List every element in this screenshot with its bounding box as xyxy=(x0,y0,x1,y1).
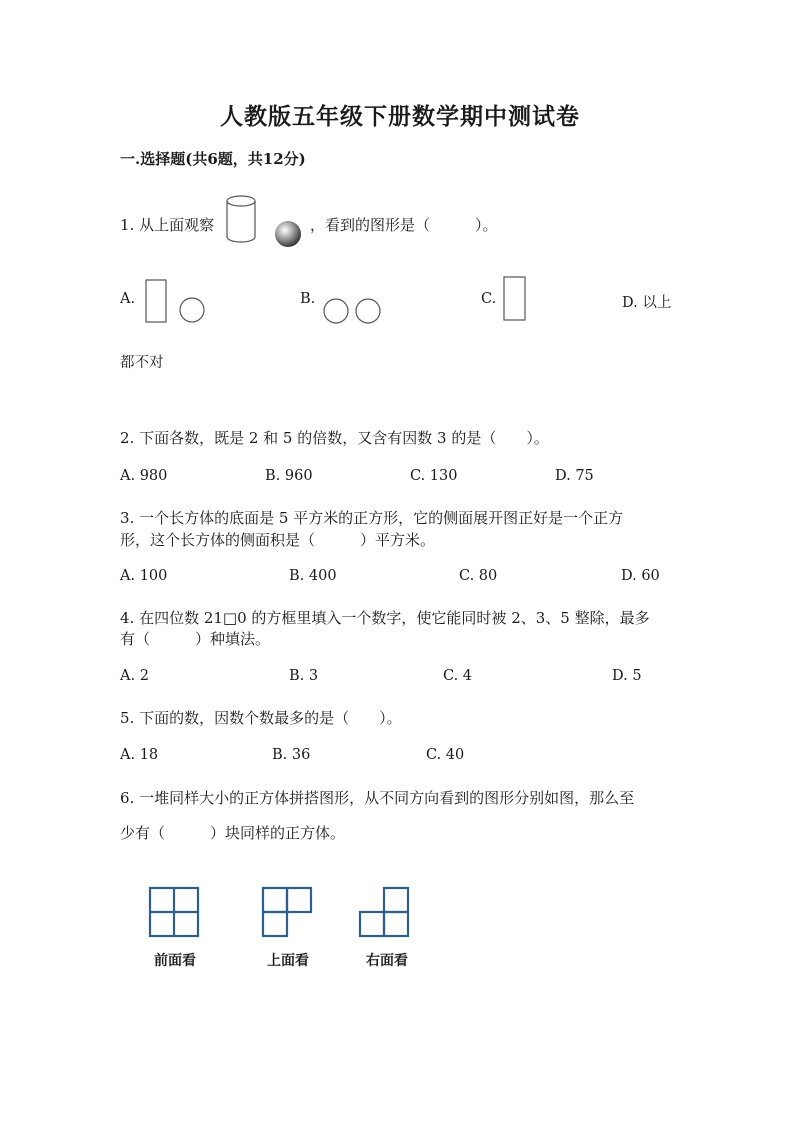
q1-option-d[interactable]: D. 以上 xyxy=(622,295,672,311)
q4-text-line2: 有（ ）种填法。 xyxy=(120,630,271,648)
q2-option-a[interactable]: A. 980 xyxy=(120,468,168,484)
q3-option-b[interactable]: B. 400 xyxy=(289,568,337,584)
cylinder-figure xyxy=(224,192,258,246)
q3-option-c[interactable]: C. 80 xyxy=(459,568,498,584)
q1-option-b-figure xyxy=(322,297,384,325)
q1-option-d-continued: 都不对 xyxy=(120,355,164,371)
sphere-figure xyxy=(274,220,302,248)
rectangle-shape xyxy=(504,277,525,320)
q2-option-d[interactable]: D. 75 xyxy=(555,468,594,484)
top-view-label: 上面看 xyxy=(267,953,309,969)
section-heading: 一.选择题(共6题，共12分) xyxy=(120,150,306,168)
q1-option-b[interactable]: B. xyxy=(300,291,316,307)
q2-option-b[interactable]: B. 960 xyxy=(265,468,313,484)
page-title: 人教版五年级下册数学期中测试卷 xyxy=(220,103,580,130)
rectangle-shape xyxy=(146,280,166,322)
q3-option-d[interactable]: D. 60 xyxy=(621,568,660,584)
q5-option-a[interactable]: A. 18 xyxy=(120,747,159,763)
q3-text-line1: 3. 一个长方体的底面是 5 平方米的正方形，它的侧面展开图正好是一个正方 xyxy=(120,509,624,527)
circle-shape xyxy=(324,299,348,323)
q4-option-d[interactable]: D. 5 xyxy=(612,668,642,684)
q2-text: 2. 下面各数，既是 2 和 5 的倍数，又含有因数 3 的是（ ）。 xyxy=(120,429,549,447)
front-view-label: 前面看 xyxy=(154,953,196,969)
q3-text-line2: 形，这个长方体的侧面积是（ ）平方米。 xyxy=(120,531,436,549)
top-view-figure xyxy=(262,887,314,939)
q1-option-a-figure xyxy=(145,279,225,325)
circle-shape xyxy=(180,298,204,322)
q4-option-a[interactable]: A. 2 xyxy=(120,668,149,684)
q1-option-c-figure xyxy=(503,276,527,322)
q1-option-a[interactable]: A. xyxy=(120,291,136,307)
q1-option-c[interactable]: C. xyxy=(481,291,497,307)
right-view-label: 右面看 xyxy=(366,953,408,969)
q4-text-line1: 4. 在四位数 21□0 的方框里填入一个数字，使它能同时被 2、3、5 整除，最多 xyxy=(120,609,650,627)
q3-option-a[interactable]: A. 100 xyxy=(120,568,168,584)
q5-option-c[interactable]: C. 40 xyxy=(426,747,465,763)
right-view-figure xyxy=(359,887,411,939)
q5-text: 5. 下面的数，因数个数最多的是（ ）。 xyxy=(120,709,402,727)
q4-option-c[interactable]: C. 4 xyxy=(443,668,473,684)
q4-option-b[interactable]: B. 3 xyxy=(289,668,319,684)
q5-option-b[interactable]: B. 36 xyxy=(272,747,311,763)
q6-text-line1: 6. 一堆同样大小的正方体拼搭图形，从不同方向看到的图形分别如图，那么至 xyxy=(120,789,635,807)
q1-suffix: ，看到的图形是（ ）。 xyxy=(310,216,498,234)
circle-shape xyxy=(356,299,380,323)
front-view-figure xyxy=(149,887,201,939)
q1-prefix: 1. 从上面观察 xyxy=(120,216,215,234)
q6-text-line2: 少有（ ）块同样的正方体。 xyxy=(120,824,346,842)
q2-option-c[interactable]: C. 130 xyxy=(410,468,458,484)
